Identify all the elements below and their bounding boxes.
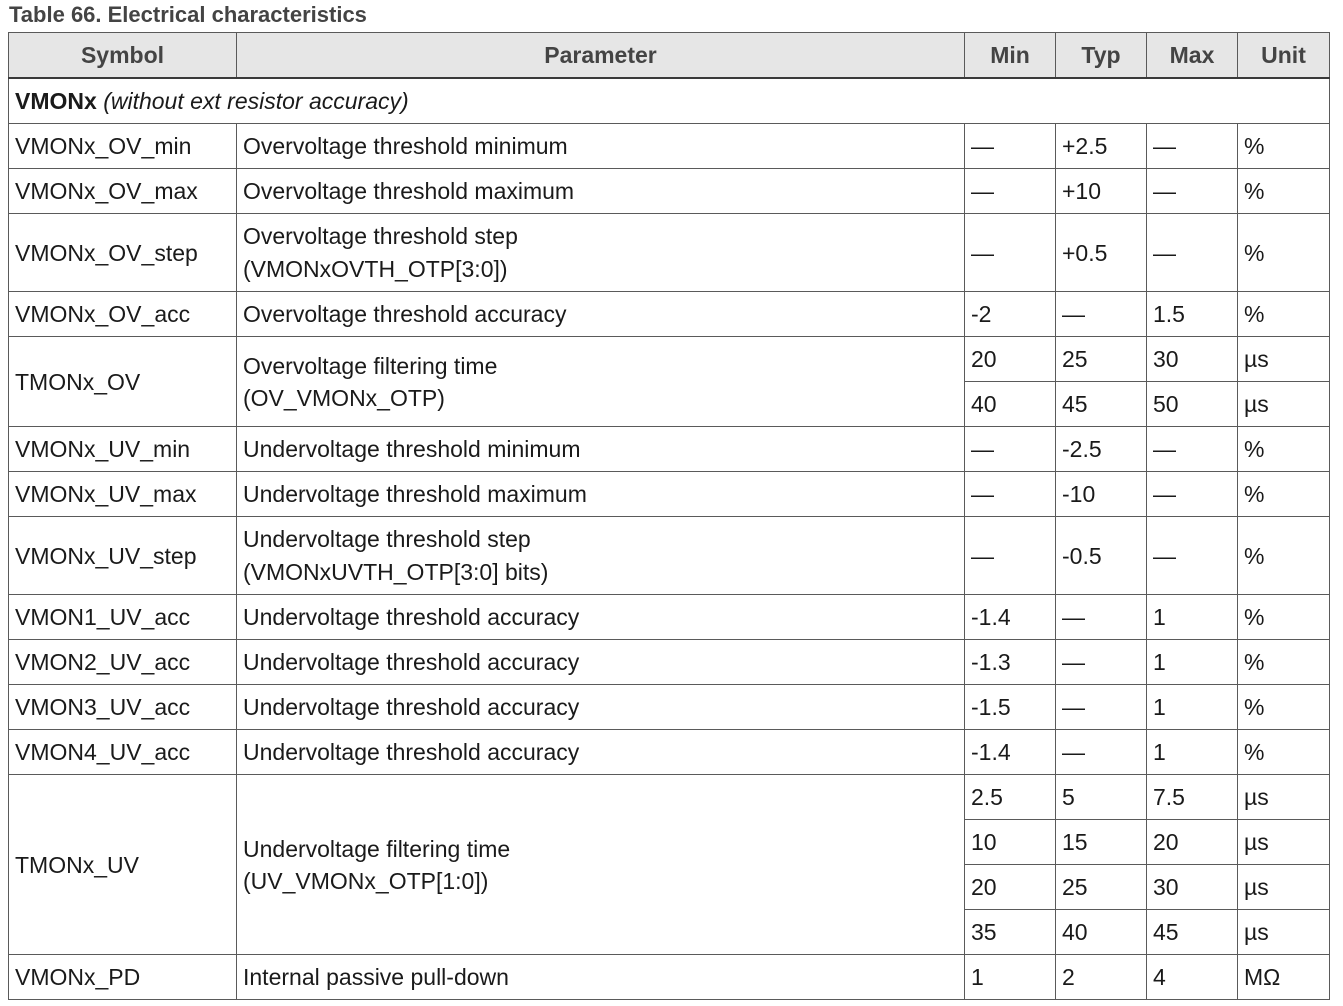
symbol-cell: VMONx_OV_acc xyxy=(9,292,237,337)
unit-cell: MΩ xyxy=(1238,955,1330,1000)
unit-cell: µs xyxy=(1238,337,1330,382)
min-cell: — xyxy=(965,427,1056,472)
unit-cell: % xyxy=(1238,730,1330,775)
parameter-cell: Undervoltage threshold minimum xyxy=(237,427,965,472)
electrical-characteristics-table xyxy=(8,32,1330,1000)
min-cell: -1.5 xyxy=(965,685,1056,730)
parameter-cell: Overvoltage threshold accuracy xyxy=(237,292,965,337)
symbol-cell: TMONx_UV xyxy=(9,775,237,955)
max-cell: 1 xyxy=(1147,595,1238,640)
typ-cell: +2.5 xyxy=(1056,124,1147,169)
header-parameter: Parameter xyxy=(237,33,965,79)
table-row xyxy=(9,124,1330,169)
header-symbol: Symbol xyxy=(9,33,237,79)
max-cell: 1 xyxy=(1147,685,1238,730)
parameter-cell xyxy=(237,517,965,595)
symbol-cell: VMONx_OV_min xyxy=(9,124,237,169)
typ-cell: -10 xyxy=(1056,472,1147,517)
section-row xyxy=(9,78,1330,124)
max-cell: 4 xyxy=(1147,955,1238,1000)
symbol-cell: VMONx_UV_step xyxy=(9,517,237,595)
min-cell: 10 xyxy=(965,820,1056,865)
table-row xyxy=(9,955,1330,1000)
parameter-cell: Internal passive pull-down xyxy=(237,955,965,1000)
table-row xyxy=(9,640,1330,685)
table-caption: Table 66. Electrical characteristics xyxy=(9,2,367,27)
max-cell: 50 xyxy=(1147,382,1238,427)
table-row xyxy=(9,427,1330,472)
unit-cell: % xyxy=(1238,685,1330,730)
min-cell: -1.3 xyxy=(965,640,1056,685)
parameter-cell: Undervoltage threshold accuracy xyxy=(237,685,965,730)
parameter-line: Overvoltage threshold step xyxy=(243,222,518,249)
parameter-line: Undervoltage threshold step xyxy=(243,525,531,552)
parameter-cell xyxy=(237,337,965,427)
parameter-cell xyxy=(237,214,965,292)
min-cell: — xyxy=(965,214,1056,292)
table-row xyxy=(9,685,1330,730)
typ-cell: 40 xyxy=(1056,910,1147,955)
typ-cell: — xyxy=(1056,640,1147,685)
unit-cell: % xyxy=(1238,427,1330,472)
parameter-cell: Overvoltage threshold minimum xyxy=(237,124,965,169)
header-max: Max xyxy=(1147,33,1238,79)
typ-cell: — xyxy=(1056,595,1147,640)
max-cell: — xyxy=(1147,169,1238,214)
parameter-cell: Undervoltage threshold accuracy xyxy=(237,640,965,685)
typ-cell: 2 xyxy=(1056,955,1147,1000)
parameter-cell: Undervoltage threshold maximum xyxy=(237,472,965,517)
table-row xyxy=(9,292,1330,337)
symbol-cell: TMONx_OV xyxy=(9,337,237,427)
min-cell: 20 xyxy=(965,865,1056,910)
symbol-cell: VMONx_OV_step xyxy=(9,214,237,292)
min-cell: — xyxy=(965,472,1056,517)
unit-cell: µs xyxy=(1238,775,1330,820)
max-cell: 1.5 xyxy=(1147,292,1238,337)
table-row xyxy=(9,595,1330,640)
typ-cell: 45 xyxy=(1056,382,1147,427)
min-cell: 40 xyxy=(965,382,1056,427)
max-cell: — xyxy=(1147,214,1238,292)
min-cell: 20 xyxy=(965,337,1056,382)
max-cell: — xyxy=(1147,124,1238,169)
parameter-line: Overvoltage filtering time xyxy=(243,352,498,379)
typ-cell: — xyxy=(1056,685,1147,730)
typ-cell: +10 xyxy=(1056,169,1147,214)
unit-cell: µs xyxy=(1238,820,1330,865)
min-cell: 2.5 xyxy=(965,775,1056,820)
header-unit: Unit xyxy=(1238,33,1330,79)
header-row xyxy=(9,33,1330,79)
parameter-line: (OV_VMONx_OTP) xyxy=(243,384,445,411)
header-min: Min xyxy=(965,33,1056,79)
min-cell: — xyxy=(965,169,1056,214)
min-cell: -2 xyxy=(965,292,1056,337)
typ-cell: 5 xyxy=(1056,775,1147,820)
min-cell: 1 xyxy=(965,955,1056,1000)
unit-cell: µs xyxy=(1238,382,1330,427)
symbol-cell: VMONx_UV_max xyxy=(9,472,237,517)
typ-cell: 25 xyxy=(1056,337,1147,382)
parameter-cell: Undervoltage threshold accuracy xyxy=(237,595,965,640)
max-cell: 30 xyxy=(1147,865,1238,910)
table-row xyxy=(9,337,1330,382)
symbol-cell: VMONx_OV_max xyxy=(9,169,237,214)
max-cell: 30 xyxy=(1147,337,1238,382)
table-row xyxy=(9,472,1330,517)
max-cell: — xyxy=(1147,427,1238,472)
typ-cell: -0.5 xyxy=(1056,517,1147,595)
parameter-line: (UV_VMONx_OTP[1:0]) xyxy=(243,867,489,894)
typ-cell: +0.5 xyxy=(1056,214,1147,292)
table-row xyxy=(9,517,1330,595)
symbol-cell: VMON3_UV_acc xyxy=(9,685,237,730)
typ-cell: 25 xyxy=(1056,865,1147,910)
parameter-cell xyxy=(237,775,965,955)
parameter-cell: Undervoltage threshold accuracy xyxy=(237,730,965,775)
unit-cell: % xyxy=(1238,214,1330,292)
header-typ: Typ xyxy=(1056,33,1147,79)
table-row xyxy=(9,169,1330,214)
unit-cell: % xyxy=(1238,169,1330,214)
min-cell: -1.4 xyxy=(965,595,1056,640)
max-cell: 20 xyxy=(1147,820,1238,865)
parameter-line: (VMONxOVTH_OTP[3:0]) xyxy=(243,255,508,282)
unit-cell: % xyxy=(1238,517,1330,595)
min-cell: — xyxy=(965,517,1056,595)
unit-cell: % xyxy=(1238,640,1330,685)
max-cell: 1 xyxy=(1147,640,1238,685)
unit-cell: % xyxy=(1238,472,1330,517)
max-cell: — xyxy=(1147,472,1238,517)
max-cell: 7.5 xyxy=(1147,775,1238,820)
min-cell: 35 xyxy=(965,910,1056,955)
symbol-cell: VMONx_PD xyxy=(9,955,237,1000)
unit-cell: % xyxy=(1238,595,1330,640)
typ-cell: -2.5 xyxy=(1056,427,1147,472)
typ-cell: 15 xyxy=(1056,820,1147,865)
table-row xyxy=(9,775,1330,820)
max-cell: — xyxy=(1147,517,1238,595)
table-row xyxy=(9,214,1330,292)
symbol-cell: VMONx_UV_min xyxy=(9,427,237,472)
min-cell: -1.4 xyxy=(965,730,1056,775)
max-cell: 1 xyxy=(1147,730,1238,775)
section-note: (without ext resistor accuracy) xyxy=(103,88,409,114)
symbol-cell: VMON1_UV_acc xyxy=(9,595,237,640)
symbol-cell: VMON2_UV_acc xyxy=(9,640,237,685)
typ-cell: — xyxy=(1056,730,1147,775)
table-row xyxy=(9,730,1330,775)
unit-cell: µs xyxy=(1238,910,1330,955)
parameter-cell: Overvoltage threshold maximum xyxy=(237,169,965,214)
parameter-line: Undervoltage filtering time xyxy=(243,835,511,862)
section-name: VMONx xyxy=(15,88,97,114)
max-cell: 45 xyxy=(1147,910,1238,955)
symbol-cell: VMON4_UV_acc xyxy=(9,730,237,775)
section-cell xyxy=(9,78,1330,124)
unit-cell: % xyxy=(1238,124,1330,169)
typ-cell: — xyxy=(1056,292,1147,337)
unit-cell: µs xyxy=(1238,865,1330,910)
min-cell: — xyxy=(965,124,1056,169)
unit-cell: % xyxy=(1238,292,1330,337)
parameter-line: (VMONxUVTH_OTP[3:0] bits) xyxy=(243,558,549,585)
